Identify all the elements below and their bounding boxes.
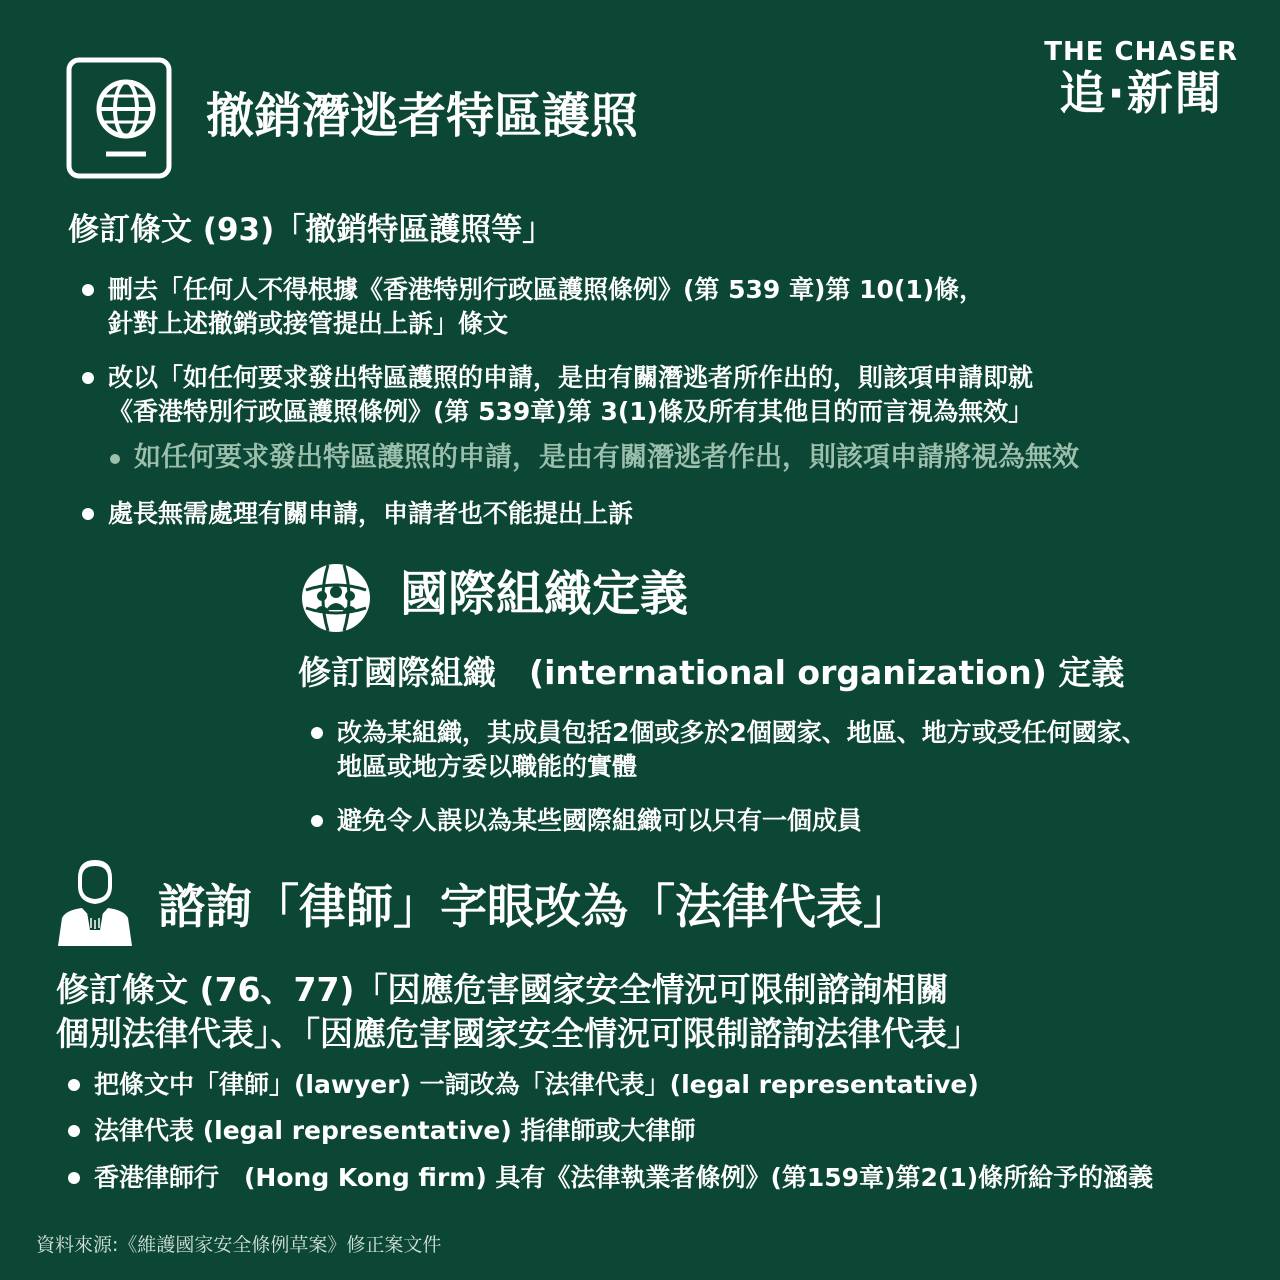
- bullet-line: 香港律師行 (Hong Kong firm) 具有《法律執業者條例》(第159章)第2(1)條所給予的涵義: [94, 1163, 1154, 1192]
- list-item: [94, 1114, 696, 1148]
- bullet-dot: [68, 1079, 80, 1091]
- bullet-line: 改為某組織，其成員包括2個或多於2個國家、地區、地方或受任何國家、: [337, 718, 1147, 747]
- list-item: [108, 361, 1033, 429]
- section3-subtitle: [56, 968, 980, 1056]
- passport-icon: [66, 57, 172, 183]
- globe-people-icon: [300, 562, 372, 638]
- section3-title: 諮詢「律師」字眼改為「法律代表」: [158, 880, 910, 935]
- bullet-line: 避免令人誤以為某些國際組織可以只有一個成員: [337, 806, 863, 835]
- list-item: [337, 804, 862, 838]
- bullet-dot: [110, 454, 120, 464]
- bullet-dot: [82, 284, 94, 296]
- bullet-line: 地區或地方委以職能的實體: [337, 752, 638, 781]
- brand-logo: [1044, 38, 1238, 120]
- bullet-dot: [68, 1125, 80, 1137]
- list-item: [108, 497, 633, 531]
- section2-title: 國際組織定義: [400, 566, 689, 622]
- bullet-line: 刪去「任何人不得根據《香港特別行政區護照條例》(第 539 章)第 10(1)條，: [108, 275, 985, 304]
- lawyer-icon: [56, 856, 134, 952]
- subtitle-line: 修訂條文 (76、77)「因應危害國家安全情況可限制諮詢相關: [56, 970, 949, 1009]
- sub-bullet-text: 如任何要求發出特區護照的申請，是由有關潛逃者作出，則該項申請將視為無效: [134, 442, 1079, 473]
- bullet-line: 《香港特別行政區護照條例》(第 539章)第 3(1)條及所有其他目的而言視為無效」: [108, 397, 1034, 426]
- bullet-line: 法律代表 (legal representative) 指律師或大律師: [94, 1116, 696, 1145]
- list-item: [108, 273, 984, 341]
- list-item: [94, 1068, 979, 1102]
- logo-english: THE CHASER: [1044, 37, 1238, 67]
- list-item: [337, 716, 1147, 784]
- bullet-dot: [68, 1172, 80, 1184]
- section2-subtitle: 修訂國際組織 (international organization) 定義: [298, 653, 1125, 692]
- bullet-line: 處長無需處理有關申請，申請者也不能提出上訴: [108, 499, 634, 528]
- bullet-line: 針對上述撤銷或接管提出上訴」條文: [108, 309, 509, 338]
- bullet-dot: [311, 727, 323, 739]
- subtitle-line: 個別法律代表」、「因應危害國家安全情況可限制諮詢法律代表」: [56, 1014, 980, 1053]
- list-item: [94, 1161, 1153, 1195]
- bullet-dot: [82, 372, 94, 384]
- bullet-dot: [82, 508, 94, 520]
- logo-chinese: 追·新聞: [1059, 66, 1223, 120]
- bullet-line: 把條文中「律師」(lawyer) 一詞改為「法律代表」(legal representative): [94, 1070, 979, 1099]
- section1-subtitle: 修訂條文 (93)「撤銷特區護照等」: [68, 212, 554, 248]
- sub-list-item: [134, 441, 1079, 475]
- section1-title: 撤銷潛逃者特區護照: [206, 88, 639, 144]
- source-note: 資料來源:《維護國家安全條例草案》修正案文件: [36, 1234, 442, 1256]
- bullet-line: 改以「如任何要求發出特區護照的申請，是由有關潛逃者所作出的，則該項申請即就: [108, 363, 1034, 392]
- bullet-dot: [311, 815, 323, 827]
